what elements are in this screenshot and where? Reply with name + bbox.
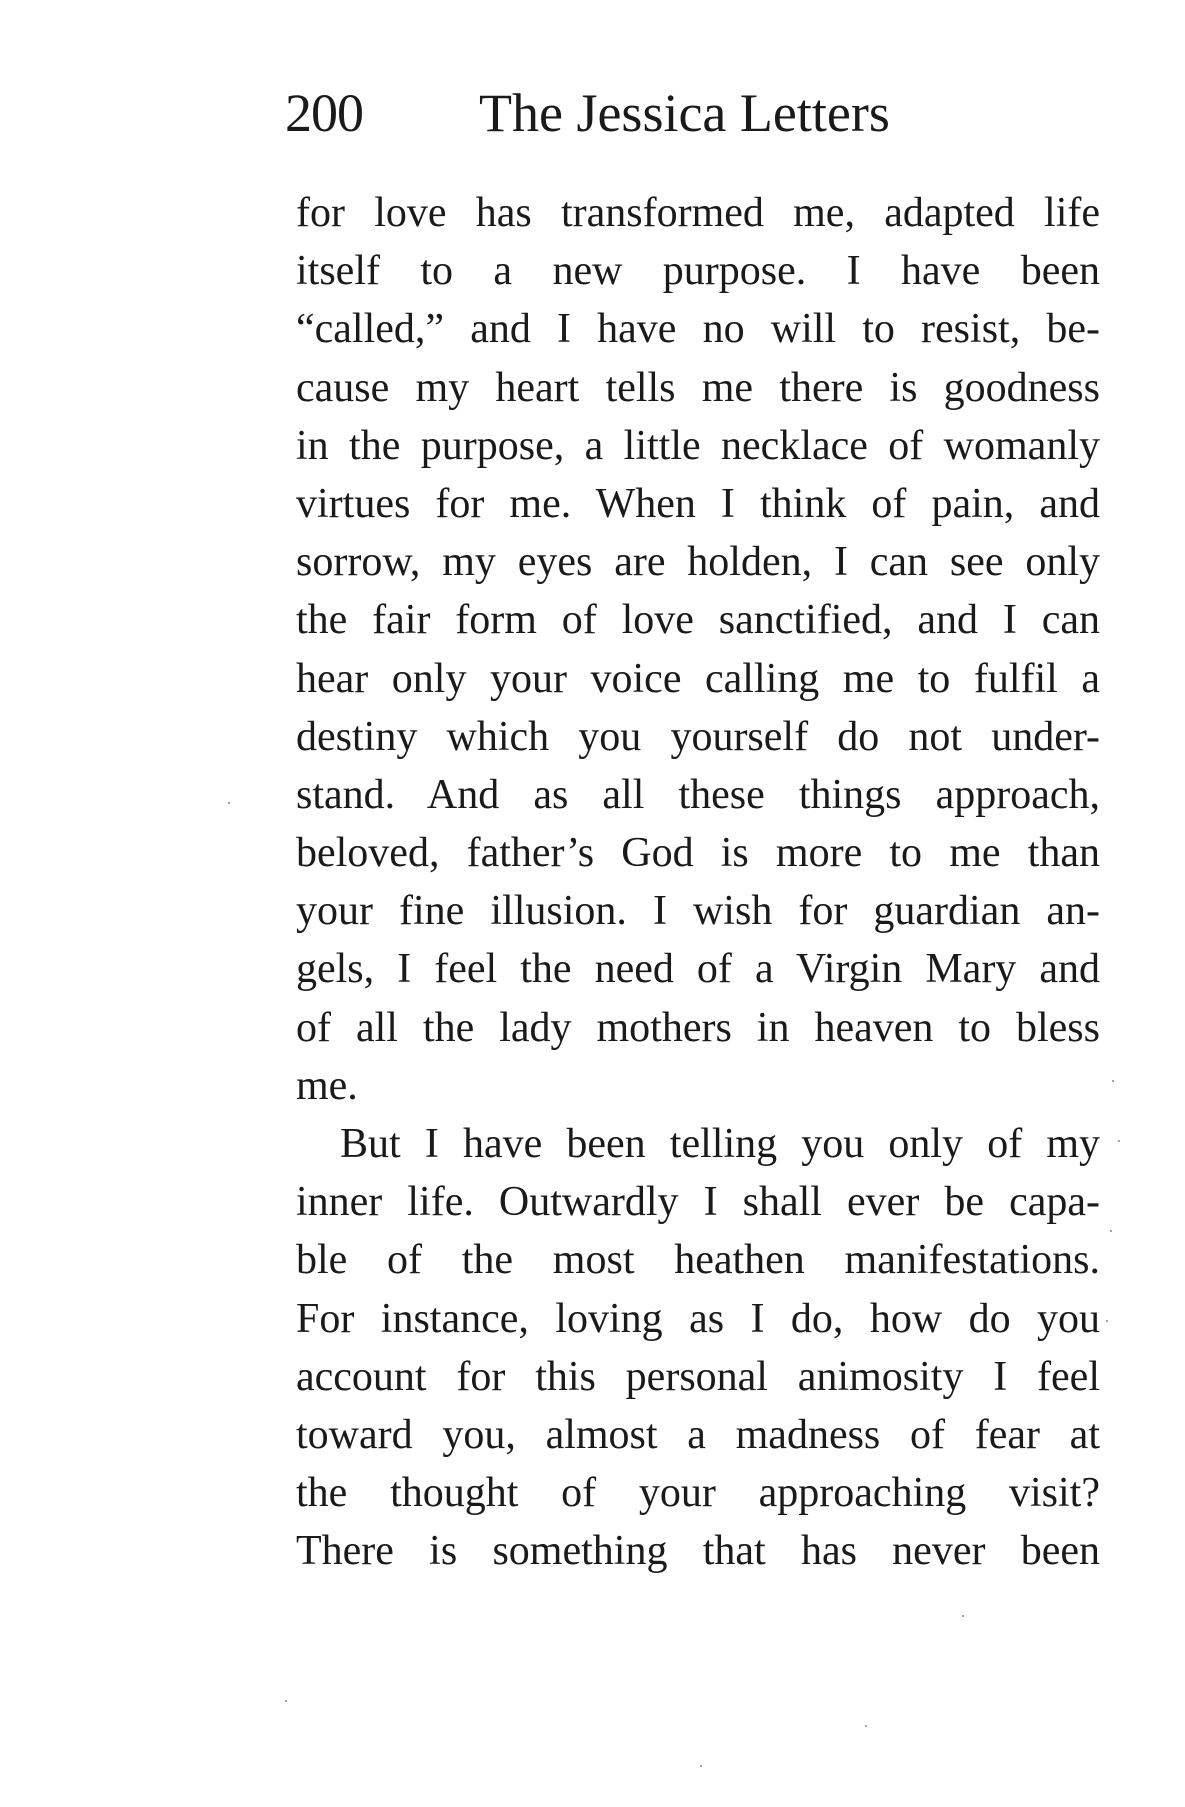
text-line: of all the lady mothers in heaven to bless — [296, 1004, 1100, 1051]
paragraph-end-line: me. — [296, 1062, 358, 1109]
text-line: in the purpose, a little necklace of womanly — [296, 422, 1100, 469]
book-title: The Jessica Letters — [479, 83, 890, 143]
text-line: sorrow, my eyes are holden, I can see only — [296, 539, 1100, 586]
page-number: 200 — [285, 83, 363, 143]
text-line: inner life. Outwardly I shall ever be capa- — [296, 1179, 1100, 1226]
scan-speck — [1110, 1230, 1112, 1232]
text-line: beloved, father’s God is more to me than — [296, 830, 1100, 877]
text-line: account for this personal animosity I feel — [296, 1353, 1100, 1400]
scan-speck — [962, 1615, 964, 1617]
text-line: For instance, loving as I do, how do you — [296, 1295, 1100, 1342]
text-line: the thought of your approaching visit? — [296, 1470, 1100, 1517]
text-line: There is something that has never been — [296, 1528, 1100, 1575]
text-line: destiny which you yourself do not under- — [296, 713, 1100, 760]
scan-speck — [228, 802, 230, 804]
text-line: your fine illusion. I wish for guardian an- — [296, 888, 1100, 935]
text-line: for love has transformed me, adapted life — [296, 190, 1100, 236]
scan-speck — [865, 1725, 867, 1727]
body-text — [296, 184, 1100, 1581]
text-line: “called,” and I have no will to resist, be- — [296, 306, 1100, 353]
text-line: toward you, almost a madness of fear at — [296, 1411, 1100, 1458]
text-line: the fair form of love sanctified, and I can — [296, 597, 1100, 644]
text-line: cause my heart tells me there is goodness — [296, 364, 1100, 411]
scan-speck — [1106, 1320, 1108, 1322]
text-line: virtues for me. When I think of pain, and — [296, 480, 1100, 527]
text-line: ble of the most heathen manifestations. — [296, 1237, 1100, 1284]
paragraph-start-line: But I have been telling you only of my — [340, 1121, 1100, 1167]
text-line: itself to a new purpose. I have been — [296, 248, 1100, 295]
scan-speck — [1112, 1080, 1114, 1082]
scan-speck — [700, 1765, 702, 1767]
text-line: stand. And as all these things approach, — [296, 771, 1100, 818]
text-line: hear only your voice calling me to fulfil a — [296, 655, 1100, 702]
text-line: gels, I feel the need of a Virgin Mary and — [296, 946, 1100, 993]
scan-speck — [285, 1700, 287, 1702]
scan-speck — [1118, 1140, 1120, 1142]
